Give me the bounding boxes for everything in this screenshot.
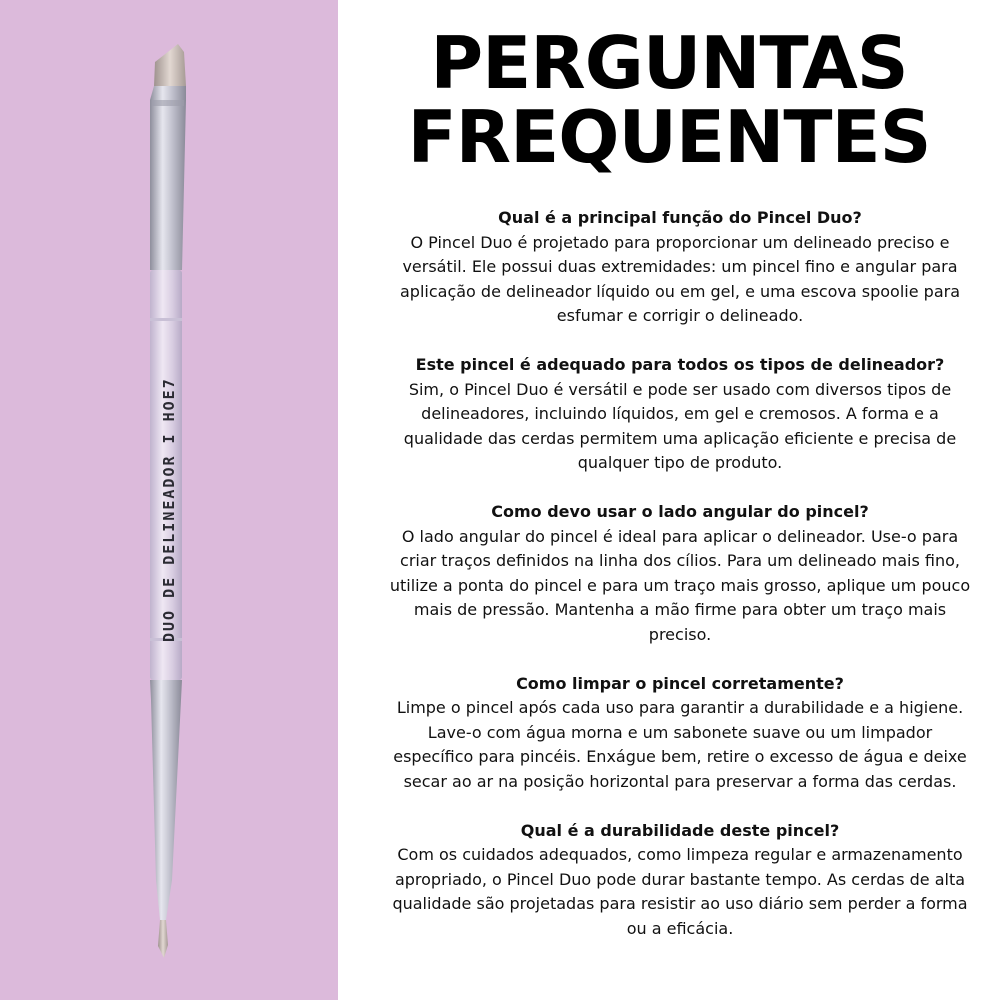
faq-question: Qual é a principal função do Pincel Duo?: [498, 208, 862, 227]
faq-content: [338, 0, 1000, 1000]
fine-bristles: [158, 920, 168, 958]
faq-answer: Limpe o pincel após cada uso para garantir a durabilidade e a higiene. Lave-o com água morna e um sabonete suave ou um limpador específico para pincéis. Enxágue bem, retire o excesso de água e deixe secar ao ar na posição horizontal para preservar a forma das cerdas.: [393, 698, 967, 791]
faq-list: [388, 206, 972, 966]
faq-item: [388, 500, 972, 647]
product-panel: [0, 0, 338, 1000]
faq-item: [388, 672, 972, 795]
faq-answer: O lado angular do pincel é ideal para aplicar o delineador. Use-o para criar traços definidos na linha dos cílios. Para um delineado mais fino, utilize a ponta do pincel e para um traço mais grosso, aplique um pouco mais de pressão. Mantenha a mão firme para obter um traço mais preciso.: [389, 526, 971, 644]
faq-question: Qual é a durabilidade deste pincel?: [520, 820, 840, 840]
faq-item: [388, 819, 972, 942]
faq-question: Como limpar o pincel corretamente?: [516, 673, 844, 693]
bottom-ferrule: [150, 680, 182, 920]
faq-answer: Sim, o Pincel Duo é versátil e pode ser usado com diversos tipos de delineadores, incluindo líquidos, em gel e cremosos. A forma e a qualidade das cerdas permitem uma aplicação eficiente e precisa de qualquer tipo de produto.: [403, 379, 957, 472]
brush-imprint: DUO DE DELINEADOR I HOE7: [160, 377, 178, 642]
page-title: [338, 21, 1000, 179]
faq-question: Como devo usar o lado angular do pincel?: [491, 502, 869, 521]
top-ferrule: [150, 86, 186, 270]
faq-item: [388, 353, 972, 476]
title-line-2: FREQUENTES: [407, 95, 931, 179]
angled-bristles: [154, 44, 186, 86]
brush-illustration: [0, 0, 338, 1000]
faq-answer: Com os cuidados adequados, como limpeza regular e armazenamento apropriado, o Pincel Duo pode durar bastante tempo. As cerdas de alta qualidade são projetadas para resistir ao uso diário sem perder a forma ou a eficácia.: [392, 845, 968, 938]
faq-answer: O Pincel Duo é projetado para proporcionar um delineado preciso e versátil. Ele possui duas extremidades: um pincel fino e angular para aplicação de delineador líquido ou em gel, e uma escova spoolie para esfumar e corrigir o delineado.: [399, 232, 961, 325]
title-line-1: PERGUNTAS: [430, 21, 908, 105]
faq-item: [388, 206, 972, 329]
faq-question: Este pincel é adequado para todos os tipos de delineador?: [415, 355, 945, 374]
